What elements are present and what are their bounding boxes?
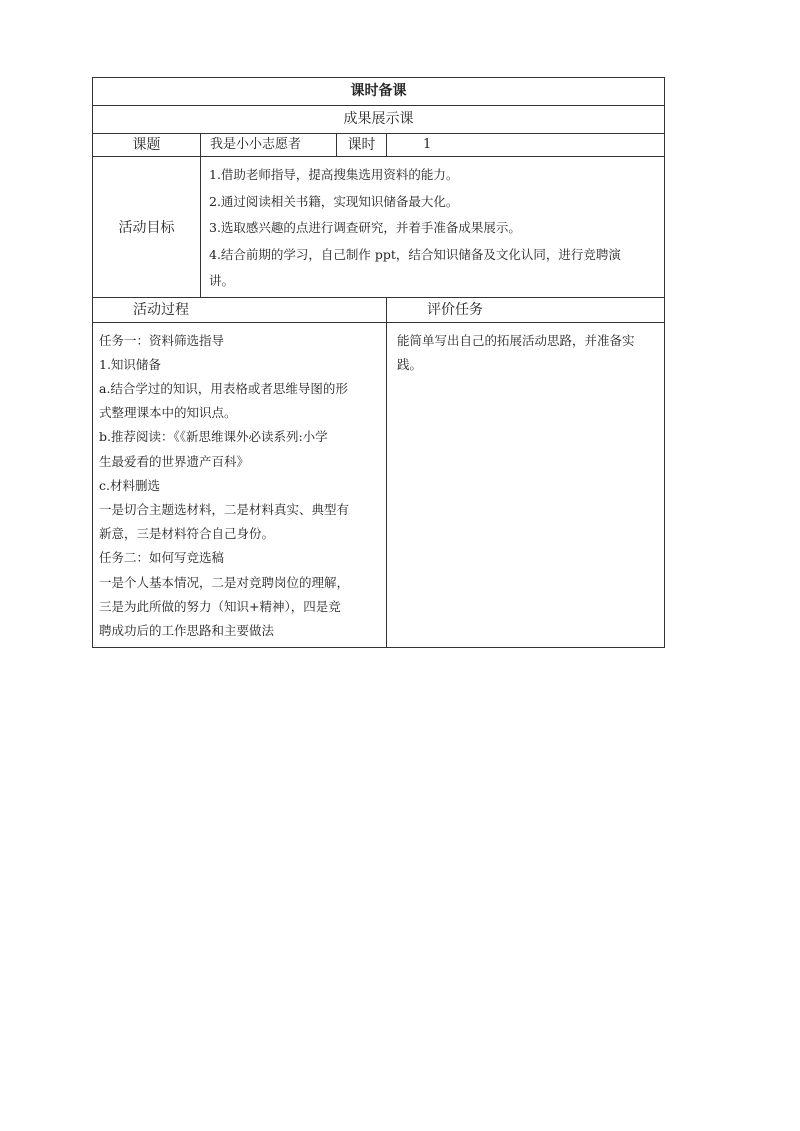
process-line: 任务二：如何写竞选稿	[99, 550, 225, 566]
process-line: c.材料删选	[99, 477, 160, 493]
eval-content	[387, 322, 665, 648]
lesson-plan-table	[92, 77, 665, 648]
process-line: b.推荐阅读：《《新思维课外必读系列:小学	[99, 429, 328, 445]
process-line: 三是为此所做的努力（知识+精神），四是竞	[99, 598, 341, 614]
process-content	[93, 322, 387, 648]
process-line: 一是个人基本情况，二是对竞聘岗位的理解，	[99, 574, 350, 590]
lesson-plan-sheet	[92, 77, 664, 648]
process-line: 生最爱看的世界遗产百科》	[99, 453, 250, 469]
period-label: 课时	[337, 134, 387, 157]
process-line: a.结合学过的知识，用表格或者思维导图的形	[99, 380, 348, 396]
process-header: 活动过程	[93, 297, 387, 322]
table-title: 课时备课	[93, 78, 665, 106]
goal-item: 3.选取感兴趣的点进行调查研究，并着手准备成果展示。	[209, 220, 521, 235]
goal-item: 讲。	[209, 273, 235, 288]
process-line: 1.知识储备	[99, 356, 161, 372]
goal-item: 2.通过阅读相关书籍，实现知识储备最大化。	[209, 193, 459, 209]
process-line: 新意，三是材料符合自己身份。	[99, 526, 275, 542]
eval-header: 评价任务	[387, 297, 665, 322]
goal-item: 1.借助老师指导，提高搜集选用资料的能力。	[209, 167, 459, 182]
table-subtitle: 成果展示课	[93, 106, 665, 134]
process-line: 聘成功后的工作思路和主要做法	[99, 622, 275, 638]
topic-label: 课题	[93, 134, 201, 157]
process-line: 任务一：资料筛选指导	[99, 332, 225, 348]
period-value: 1	[387, 134, 665, 157]
process-line: 一是切合主题选材料，二是材料真实、典型有	[99, 501, 350, 517]
process-line: 式整理课本中的知识点。	[99, 405, 237, 421]
eval-line: 能简单写出自己的拓展活动思路，并准备实	[397, 332, 635, 348]
goals-label: 活动目标	[93, 157, 201, 298]
goal-item: 4.结合前期的学习，自己制作 ppt，结合知识储备及文化认同，进行竞聘演	[209, 246, 621, 262]
topic-value: 我是小小志愿者	[201, 134, 337, 157]
eval-line: 践。	[397, 356, 423, 372]
goals-list	[201, 157, 665, 298]
